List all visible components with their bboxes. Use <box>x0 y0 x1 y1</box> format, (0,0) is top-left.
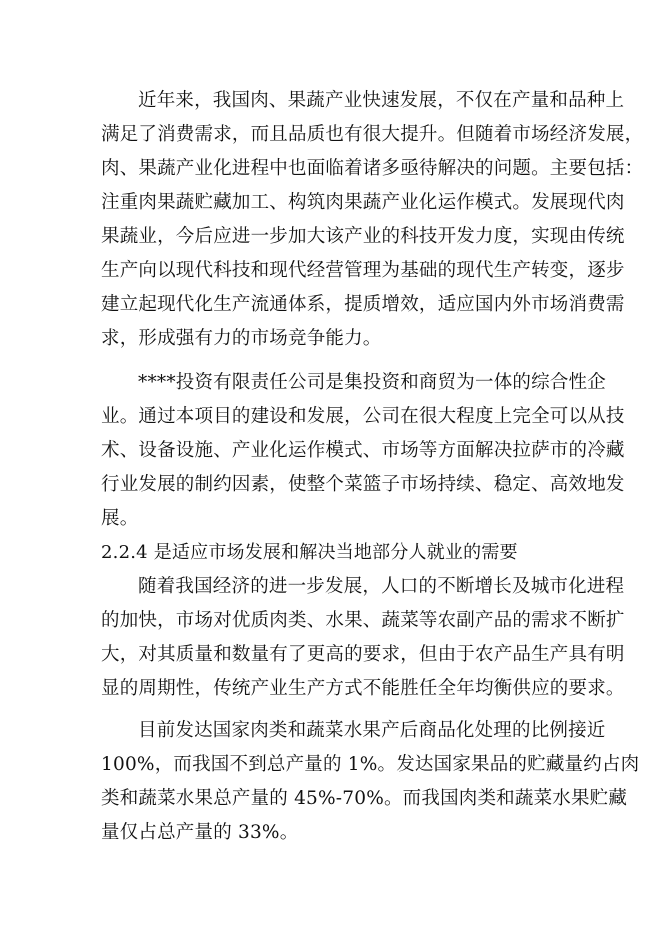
paragraph-1-line-4: 注重肉果蔬贮藏加工、构筑肉果蔬产业化运作模式。发展现代肉 <box>101 192 625 213</box>
paragraph-1-line-1: 近年来，我国肉、果蔬产业快速发展，不仅在产量和品种上 <box>138 90 625 111</box>
section-heading: 2.2.4 是适应市场发展和解决当地部分人就业的需要 <box>101 542 518 563</box>
paragraph-1-line-8: 求，形成强有力的市场竞争能力。 <box>101 328 382 349</box>
paragraph-3-line-1: 随着我国经济的进一步发展，人口的不断增长及城市化进程 <box>138 576 625 597</box>
paragraph-4-line-3: 类和蔬菜水果总产量的 45%-70%。而我国肉类和蔬菜水果贮藏 <box>101 788 628 809</box>
paragraph-2-line-1: ****投资有限责任公司是集投资和商贸为一体的综合性企 <box>138 372 606 393</box>
paragraph-2-line-4: 行业发展的制约因素，使整个菜篮子市场持续、稳定、高效地发 <box>101 474 625 495</box>
paragraph-4-line-2: 100%，而我国不到总产量的 1%。发达国家果品的贮藏量约占肉 <box>101 754 640 775</box>
paragraph-3-line-4: 显的周期性，传统产业生产方式不能胜任全年均衡供应的要求。 <box>101 678 625 699</box>
paragraph-1-line-2: 满足了消费需求，而且品质也有很大提升。但随着市场经济发展， <box>101 124 644 145</box>
paragraph-4-line-4: 量仅占总产量的 33%。 <box>101 822 299 843</box>
paragraph-1-line-6: 生产向以现代科技和现代经营管理为基础的现代生产转变，逐步 <box>101 260 625 281</box>
paragraph-2-line-3: 术、设备设施、产业化运作模式、市场等方面解决拉萨市的冷藏 <box>101 440 625 461</box>
paragraph-1-line-5: 果蔬业，今后应进一步加大该产业的科技开发力度，实现由传统 <box>101 226 625 247</box>
paragraph-1-line-7: 建立起现代化生产流通体系，提质增效，适应国内外市场消费需 <box>101 294 625 315</box>
paragraph-2-line-5: 展。 <box>101 508 139 529</box>
paragraph-4-line-1: 目前发达国家肉类和蔬菜水果产后商品化处理的比例接近 <box>138 720 606 741</box>
paragraph-3-line-2: 的加快，市场对优质肉类、水果、蔬菜等农副产品的需求不断扩 <box>101 610 625 631</box>
paragraph-3-line-3: 大，对其质量和数量有了更高的要求，但由于农产品生产具有明 <box>101 644 625 665</box>
paragraph-2-line-2: 业。通过本项目的建设和发展，公司在很大程度上完全可以从技 <box>101 406 625 427</box>
paragraph-1-line-3: 肉、果蔬产业化进程中也面临着诸多亟待解决的问题。主要包括： <box>101 158 644 179</box>
